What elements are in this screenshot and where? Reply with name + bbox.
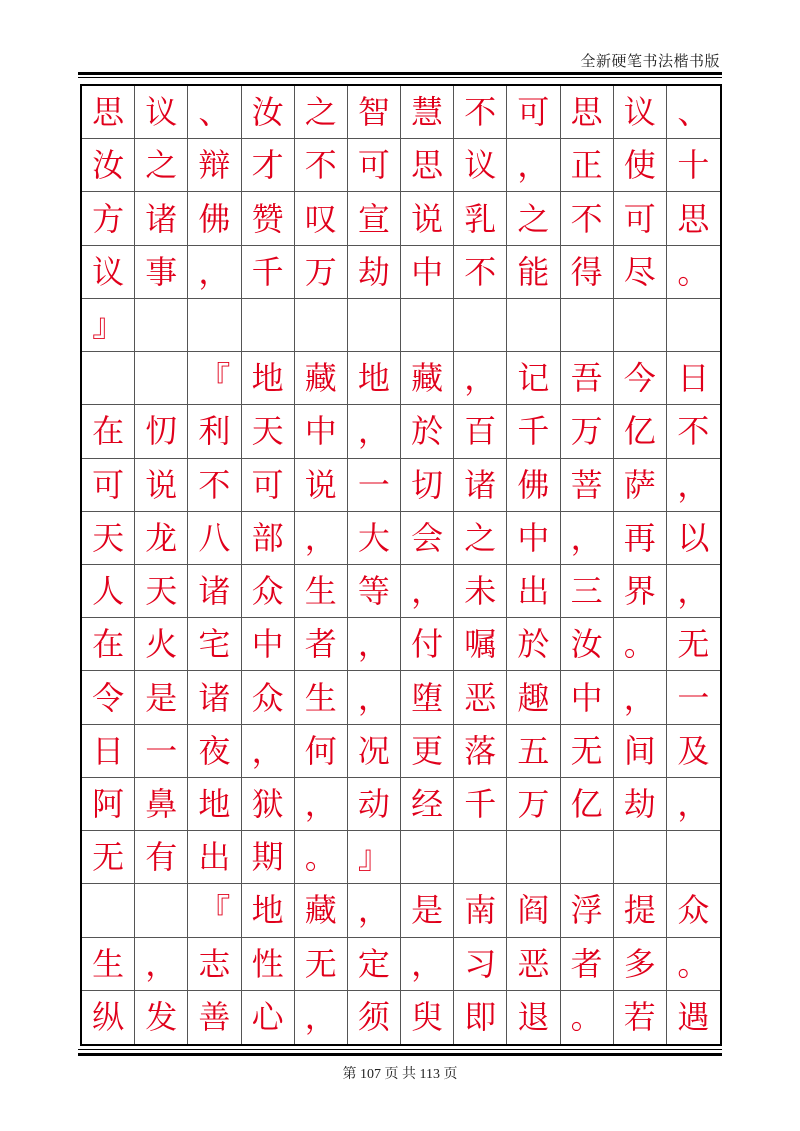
- grid-cell: 说: [401, 192, 454, 245]
- grid-cell: 狱: [242, 778, 295, 831]
- grid-cell: 部: [242, 512, 295, 565]
- grid-cell: 志: [188, 938, 241, 991]
- grid-cell: 天: [242, 405, 295, 458]
- grid-cell: [614, 299, 667, 352]
- grid-cell: ，: [348, 618, 401, 671]
- grid-cell: 即: [454, 991, 507, 1044]
- footer-rule-thick: [78, 1053, 722, 1056]
- grid-cell: ，: [295, 512, 348, 565]
- grid-cell: 不: [667, 405, 720, 458]
- grid-cell: 动: [348, 778, 401, 831]
- grid-cell: 阎: [507, 884, 560, 937]
- grid-cell: 中: [242, 618, 295, 671]
- grid-cell: 可: [242, 459, 295, 512]
- grid-cell: 等: [348, 565, 401, 618]
- grid-cell: 一: [135, 725, 188, 778]
- grid-cell: [135, 884, 188, 937]
- grid-cell: [667, 831, 720, 884]
- grid-cell: 若: [614, 991, 667, 1044]
- grid-cell: 叹: [295, 192, 348, 245]
- grid-cell: 事: [135, 246, 188, 299]
- grid-cell: 是: [135, 671, 188, 724]
- grid-cell: 夜: [188, 725, 241, 778]
- grid-cell: 记: [507, 352, 560, 405]
- grid-cell: [135, 299, 188, 352]
- grid-cell: [348, 299, 401, 352]
- grid-cell: 众: [242, 671, 295, 724]
- grid-cell: 议: [135, 86, 188, 139]
- grid-cell: 心: [242, 991, 295, 1044]
- grid-cell: 会: [401, 512, 454, 565]
- grid-cell: 之: [454, 512, 507, 565]
- grid-cell: 地: [242, 352, 295, 405]
- grid-cell: [507, 831, 560, 884]
- grid-cell: ，: [188, 246, 241, 299]
- grid-cell: [401, 831, 454, 884]
- grid-cell: [454, 299, 507, 352]
- grid-cell: 嘱: [454, 618, 507, 671]
- grid-cell: 宣: [348, 192, 401, 245]
- grid-cell: 萨: [614, 459, 667, 512]
- grid-cell: 恶: [507, 938, 560, 991]
- grid-cell: 纵: [82, 991, 135, 1044]
- grid-cell: 之: [135, 139, 188, 192]
- grid-cell: ，: [454, 352, 507, 405]
- grid-cell: 再: [614, 512, 667, 565]
- grid-cell: 。: [561, 991, 614, 1044]
- grid-cell: 智: [348, 86, 401, 139]
- grid-cell: [135, 352, 188, 405]
- grid-cell: [561, 831, 614, 884]
- grid-cell: 众: [667, 884, 720, 937]
- grid-cell: 生: [295, 671, 348, 724]
- grid-cell: 亿: [561, 778, 614, 831]
- grid-cell: ，: [401, 938, 454, 991]
- grid-cell: 。: [667, 938, 720, 991]
- grid-cell: 辩: [188, 139, 241, 192]
- grid-cell: ，: [295, 991, 348, 1044]
- grid-cell: 之: [507, 192, 560, 245]
- grid-cell: 退: [507, 991, 560, 1044]
- grid-cell: 无: [561, 725, 614, 778]
- grid-cell: 。: [614, 618, 667, 671]
- grid-cell: 地: [348, 352, 401, 405]
- header-rule-thin: [78, 77, 722, 78]
- grid-cell: ，: [667, 459, 720, 512]
- grid-cell: ，: [667, 565, 720, 618]
- grid-cell: 劫: [348, 246, 401, 299]
- grid-cell: 千: [242, 246, 295, 299]
- grid-cell: 可: [507, 86, 560, 139]
- grid-cell: 堕: [401, 671, 454, 724]
- grid-cell: 一: [348, 459, 401, 512]
- grid-cell: 定: [348, 938, 401, 991]
- grid-cell: 日: [82, 725, 135, 778]
- grid-cell: 汝: [242, 86, 295, 139]
- grid-cell: 况: [348, 725, 401, 778]
- grid-cell: 议: [82, 246, 135, 299]
- grid-cell: 、: [667, 86, 720, 139]
- grid-cell: 中: [295, 405, 348, 458]
- grid-cell: 乳: [454, 192, 507, 245]
- grid-cell: 诸: [188, 565, 241, 618]
- grid-cell: [295, 299, 348, 352]
- grid-cell: 诸: [188, 671, 241, 724]
- grid-cell: 五: [507, 725, 560, 778]
- grid-cell: 不: [188, 459, 241, 512]
- grid-cell: 火: [135, 618, 188, 671]
- grid-cell: 地: [188, 778, 241, 831]
- grid-cell: 遇: [677, 998, 710, 1037]
- grid-cell: 无: [667, 618, 720, 671]
- grid-cell: 落: [454, 725, 507, 778]
- grid-cell: ，: [614, 671, 667, 724]
- grid-cell: 菩: [561, 459, 614, 512]
- grid-cell: 能: [507, 246, 560, 299]
- grid-cell: 发: [135, 991, 188, 1044]
- grid-cell: 中: [401, 246, 454, 299]
- header-rule-thick: [78, 72, 722, 75]
- grid-cell: 忉: [135, 405, 188, 458]
- grid-cell: 人: [82, 565, 135, 618]
- grid-cell: ，: [667, 778, 720, 831]
- grid-cell: 生: [82, 938, 135, 991]
- grid-cell: 思: [82, 86, 135, 139]
- footer-rule-thin: [78, 1049, 722, 1050]
- grid-cell: 可: [614, 192, 667, 245]
- grid-cell: 赞: [242, 192, 295, 245]
- grid-cell: ，: [507, 139, 560, 192]
- grid-cell: 议: [454, 139, 507, 192]
- grid-cell: 汝: [561, 618, 614, 671]
- grid-cell: 才: [242, 139, 295, 192]
- grid-cell: 中: [507, 512, 560, 565]
- grid-cell: 无: [82, 831, 135, 884]
- grid-cell: 十: [667, 139, 720, 192]
- grid-cell: 思: [667, 192, 720, 245]
- grid-cell: [614, 831, 667, 884]
- grid-cell: 藏: [401, 352, 454, 405]
- grid-cell: 恶: [454, 671, 507, 724]
- grid-cell: 不: [454, 86, 507, 139]
- grid-cell: 议: [614, 86, 667, 139]
- grid-cell: 慧: [401, 86, 454, 139]
- grid-cell: 。: [295, 831, 348, 884]
- grid-cell: 之: [295, 86, 348, 139]
- grid-cell: 一: [667, 671, 720, 724]
- grid-cell: 提: [614, 884, 667, 937]
- grid-cell: 天: [135, 565, 188, 618]
- grid-cell: 日: [667, 352, 720, 405]
- grid-cell: [401, 299, 454, 352]
- grid-cell: 诸: [135, 192, 188, 245]
- grid-cell: 得: [561, 246, 614, 299]
- calligraphy-grid: [80, 84, 722, 1046]
- grid-cell: 众: [242, 565, 295, 618]
- grid-cell: ，: [401, 565, 454, 618]
- grid-cell: 天: [82, 512, 135, 565]
- grid-cell: 出: [188, 831, 241, 884]
- grid-cell: 劫: [614, 778, 667, 831]
- grid-cell: 未: [454, 565, 507, 618]
- grid-cell: 『: [188, 352, 241, 405]
- grid-cell: 三: [561, 565, 614, 618]
- grid-cell: 中: [561, 671, 614, 724]
- grid-cell: 在: [82, 405, 135, 458]
- grid-cell: 间: [614, 725, 667, 778]
- grid-cell: [242, 299, 295, 352]
- grid-cell: 趣: [507, 671, 560, 724]
- grid-cell: [82, 884, 135, 937]
- grid-cell: 性: [242, 938, 295, 991]
- grid-cell: 说: [135, 459, 188, 512]
- grid-cell: 『: [188, 884, 241, 937]
- grid-cell: 方: [82, 192, 135, 245]
- grid-cell: [667, 299, 720, 352]
- grid-cell: 界: [614, 565, 667, 618]
- grid-cell: 无: [295, 938, 348, 991]
- grid-cell: 地: [242, 884, 295, 937]
- grid-cell: ，: [348, 884, 401, 937]
- grid-cell: 鼻: [135, 778, 188, 831]
- grid-cell: 在: [82, 618, 135, 671]
- grid-cell: 不: [454, 246, 507, 299]
- grid-cell: 万: [561, 405, 614, 458]
- grid-cell: 宅: [188, 618, 241, 671]
- grid-cell: 出: [507, 565, 560, 618]
- grid-cell: 尽: [614, 246, 667, 299]
- grid-cell: 善: [188, 991, 241, 1044]
- grid-cell: 诸: [454, 459, 507, 512]
- grid-cell: 今: [614, 352, 667, 405]
- book-title: 全新硬笔书法楷书版: [580, 52, 720, 70]
- grid-cell: 佛: [507, 459, 560, 512]
- grid-cell: 不: [295, 139, 348, 192]
- grid-cell: 南: [454, 884, 507, 937]
- grid-cell: 思: [561, 86, 614, 139]
- grid-cell: 』: [82, 299, 135, 352]
- grid-cell: 多: [614, 938, 667, 991]
- grid-cell: 付: [401, 618, 454, 671]
- grid-cell: 有: [135, 831, 188, 884]
- grid-cell: [454, 831, 507, 884]
- grid-cell: 汝: [82, 139, 135, 192]
- grid-cell: 吾: [561, 352, 614, 405]
- grid-cell: 』: [348, 831, 401, 884]
- grid-cell: 者: [561, 938, 614, 991]
- grid-cell: 不: [561, 192, 614, 245]
- grid-cell: 更: [401, 725, 454, 778]
- grid-cell: 可: [348, 139, 401, 192]
- grid-cell: 於: [401, 405, 454, 458]
- grid-cell: 於: [507, 618, 560, 671]
- grid-cell: [507, 299, 560, 352]
- grid-cell: 思: [401, 139, 454, 192]
- grid-cell: 八: [188, 512, 241, 565]
- grid-cell: ，: [295, 778, 348, 831]
- grid-cell: 正: [561, 139, 614, 192]
- grid-cell: 何: [295, 725, 348, 778]
- grid-cell: 是: [401, 884, 454, 937]
- grid-cell: 及: [667, 725, 720, 778]
- grid-cell: 期: [242, 831, 295, 884]
- grid-cell: [82, 352, 135, 405]
- grid-cell: ，: [242, 725, 295, 778]
- grid-cell: ，: [135, 938, 188, 991]
- grid-cell: 说: [295, 459, 348, 512]
- grid-cell: 生: [295, 565, 348, 618]
- grid-cell: 须: [348, 991, 401, 1044]
- page-number: 第 107 页 共 113 页: [342, 1067, 458, 1082]
- grid-cell: 经: [401, 778, 454, 831]
- grid-cell: 藏: [295, 884, 348, 937]
- grid-cell: 千: [507, 405, 560, 458]
- grid-cell: 习: [454, 938, 507, 991]
- grid-cell: [561, 299, 614, 352]
- grid-cell: 利: [188, 405, 241, 458]
- grid-cell: 令: [82, 671, 135, 724]
- grid-cell: 使: [614, 139, 667, 192]
- grid-cell: ，: [348, 405, 401, 458]
- grid-cell: 佛: [188, 192, 241, 245]
- grid-cell: 大: [348, 512, 401, 565]
- grid-cell: 百: [454, 405, 507, 458]
- grid-cell: 、: [188, 86, 241, 139]
- grid-cell: 万: [507, 778, 560, 831]
- grid-cell: 龙: [135, 512, 188, 565]
- grid-cell: ，: [348, 671, 401, 724]
- grid-cell: 亿: [614, 405, 667, 458]
- grid-cell: [188, 299, 241, 352]
- grid-cell: 阿: [82, 778, 135, 831]
- grid-cell: 者: [295, 618, 348, 671]
- grid-cell: 可: [82, 459, 135, 512]
- grid-cell: 千: [454, 778, 507, 831]
- grid-cell: 以: [667, 512, 720, 565]
- grid-cell: ，: [561, 512, 614, 565]
- grid-cell: 切: [401, 459, 454, 512]
- grid-cell: 藏: [295, 352, 348, 405]
- grid-cell: 。: [667, 246, 720, 299]
- grid-cell: 浮: [561, 884, 614, 937]
- grid-cell: 万: [295, 246, 348, 299]
- grid-cell: 臾: [401, 991, 454, 1044]
